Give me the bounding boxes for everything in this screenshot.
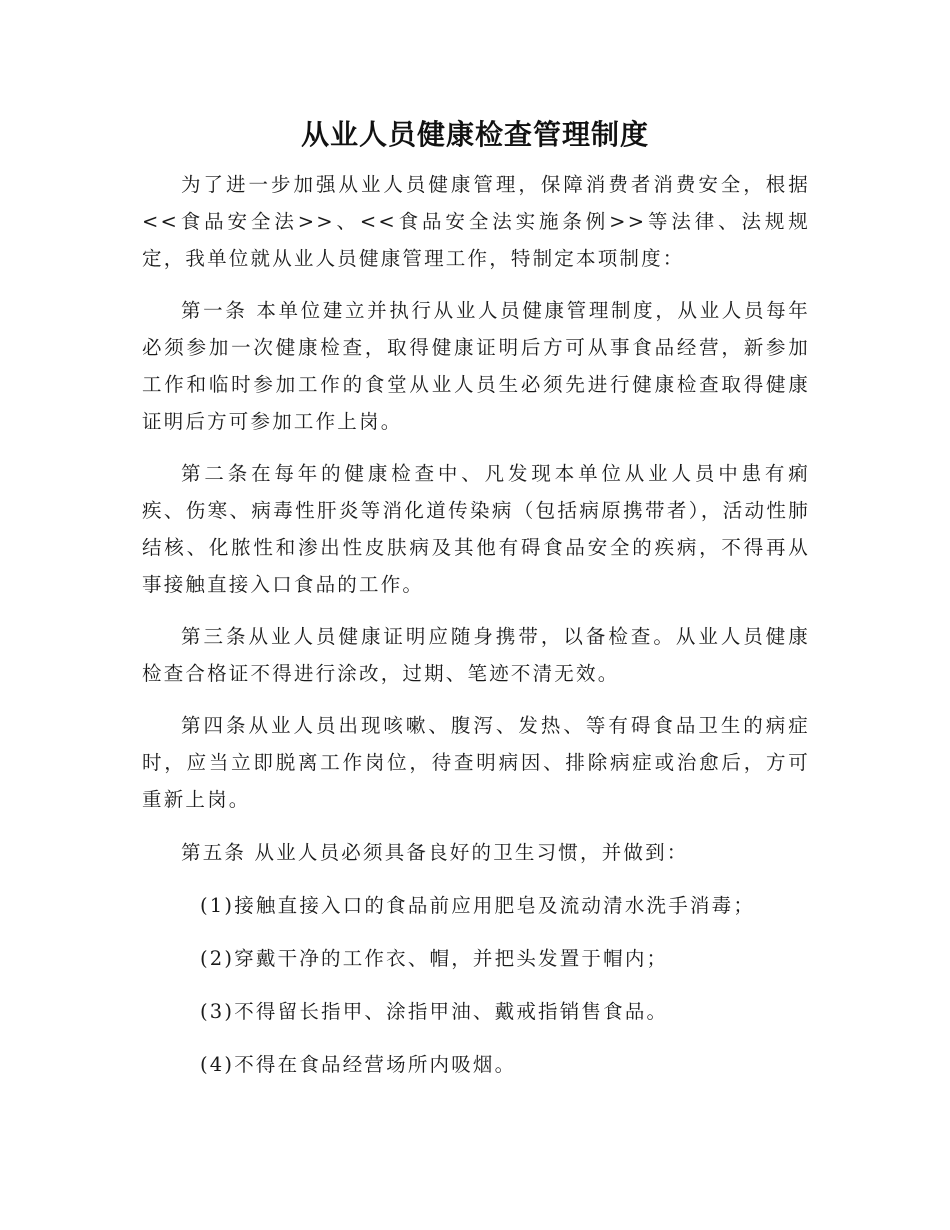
article-3: 第三条从业人员健康证明应随身携带，以备检查。从业人员健康检查合格证不得进行涂改，过期、笔迹不清无效。 — [142, 625, 810, 685]
article-5: 第五条 从业人员必须具备良好的卫生习惯，并做到： — [181, 841, 689, 864]
article-1: 第一条 本单位建立并执行从业人员健康管理制度，从业人员每年必须参加一次健康检查，取得健康证明后方可从事食品经营，新参加工作和临时参加工作的食堂从业人员生必须先进行健康检查取得健康证明后方可参加工作上岗。 — [142, 299, 810, 433]
article-2: 第二条在每年的健康检查中、凡发现本单位从业人员中患有痢疾、伤寒、病毒性肝炎等消化道传染病（包括病原携带者），活动性肺结核、化脓性和渗出性皮肤病及其他有碍食品安全的疾病，不得再从事接触直接入口食品的工作。 — [142, 462, 810, 596]
list-item-1: (1)接触直接入口的食品前应用肥皂及流动清水洗手消毒； — [200, 894, 756, 917]
intro-paragraph: 为了进一步加强从业人员健康管理，保障消费者消费安全，根据<<食品安全法>>、<<食品安全法实施条例>>等法律、法规规定，我单位就从业人员健康管理工作，特制定本项制度： — [142, 173, 810, 270]
list-item-3: (3)不得留长指甲、涂指甲油、戴戒指销售食品。 — [200, 1000, 669, 1023]
list-item-2: (2)穿戴干净的工作衣、帽，并把头发置于帽内； — [200, 947, 669, 970]
document-title: 从业人员健康检查管理制度 — [300, 118, 649, 151]
article-4: 第四条从业人员出现咳嗽、腹泻、发热、等有碍食品卫生的病症时，应当立即脱离工作岗位，待查明病因、排除病症或治愈后，方可重新上岗。 — [142, 714, 810, 811]
list-item-4: (4)不得在食品经营场所内吸烟。 — [200, 1053, 517, 1076]
